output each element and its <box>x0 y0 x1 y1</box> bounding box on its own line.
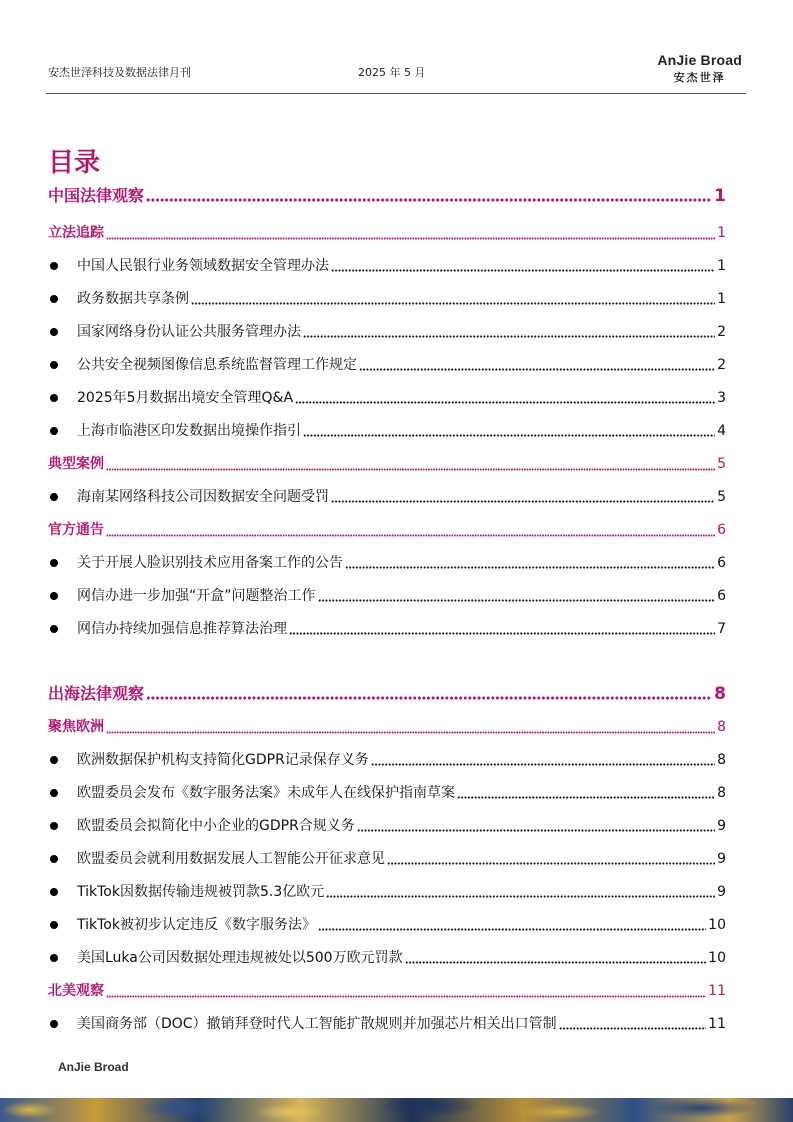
logo-chinese: 安杰世泽 <box>673 71 726 84</box>
dot-leader <box>289 617 715 641</box>
dot-leader <box>106 452 715 476</box>
bullet-icon <box>48 789 77 797</box>
toc-item-entry[interactable] <box>48 814 726 838</box>
dot-leader <box>146 682 712 706</box>
toc-entry-title: 上海市临港区印发数据出境操作指引 <box>77 423 301 439</box>
bullet-icon <box>48 954 77 962</box>
toc-entry-title: 北美观察 <box>48 983 104 999</box>
bullet-icon <box>48 625 77 633</box>
dot-leader <box>331 254 715 278</box>
toc-entry-title: 出海法律观察 <box>48 684 145 703</box>
toc-page-number: 9 <box>717 884 726 900</box>
toc-page-number: 9 <box>717 818 726 834</box>
toc-page-number: 8 <box>717 752 726 768</box>
toc-page-number: 5 <box>717 456 726 472</box>
dot-leader <box>303 419 715 443</box>
toc-entry-title: 中国人民银行业务领域数据安全管理办法 <box>77 258 329 274</box>
toc-entry-title: 2025年5月数据出境安全管理Q&A <box>77 390 294 406</box>
bullet-icon <box>48 822 77 830</box>
toc-entry-title: 关于开展人脸识别技术应用备案工作的公告 <box>77 555 343 571</box>
toc-page-number: 6 <box>717 588 726 604</box>
toc-item-entry[interactable] <box>48 617 726 641</box>
toc-page-number: 11 <box>708 983 726 999</box>
bullet-icon <box>48 493 77 501</box>
dot-leader <box>191 287 715 311</box>
footer-logo: AnJie Broad <box>58 1060 129 1074</box>
issue-date: 2025 年 5 月 <box>358 66 426 79</box>
toc-section-entry[interactable] <box>48 221 726 245</box>
bullet-icon <box>48 756 77 764</box>
toc-page-number: 9 <box>717 851 726 867</box>
dot-leader <box>318 913 706 937</box>
toc-item-entry[interactable] <box>48 320 726 344</box>
dot-leader <box>326 880 715 904</box>
toc-chapter-entry[interactable] <box>48 184 726 208</box>
dot-leader <box>345 551 715 575</box>
toc-item-entry[interactable] <box>48 781 726 805</box>
toc-item-entry[interactable] <box>48 485 726 509</box>
dot-leader <box>559 1012 707 1036</box>
toc-page-number: 10 <box>708 950 726 966</box>
toc-item-entry[interactable] <box>48 551 726 575</box>
toc-entry-title: 典型案例 <box>48 456 104 472</box>
dot-leader <box>303 320 715 344</box>
toc-entry-title: 欧盟委员会就利用数据发展人工智能公开征求意见 <box>77 851 385 867</box>
toc-page-number: 11 <box>708 1016 726 1032</box>
dot-leader <box>146 184 712 208</box>
toc-page-number: 2 <box>717 324 726 340</box>
dot-leader <box>357 814 715 838</box>
toc-entry-title: 网信办进一步加强“开盒”问题整治工作 <box>77 588 316 604</box>
dot-leader <box>106 221 715 245</box>
toc-item-entry[interactable] <box>48 1012 726 1036</box>
toc-page-number: 1 <box>717 291 726 307</box>
toc-entry-title: 美国商务部（DOC）撤销拜登时代人工智能扩散规则并加强芯片相关出口管制 <box>77 1016 557 1032</box>
bullet-icon <box>48 592 77 600</box>
toc-section-entry[interactable] <box>48 715 726 739</box>
toc-entry-title: 官方通告 <box>48 522 104 538</box>
toc-page-number: 1 <box>714 186 726 206</box>
toc-page-number: 8 <box>714 684 726 704</box>
toc-page-number: 8 <box>717 719 726 735</box>
toc-entry-title: 网信办持续加强信息推荐算法治理 <box>77 621 287 637</box>
dot-leader <box>318 584 716 608</box>
toc-entry-title: 政务数据共享条例 <box>77 291 189 307</box>
toc-entry-title: TikTok因数据传输违规被罚款5.3亿欧元 <box>77 884 325 900</box>
toc-entry-title: TikTok被初步认定违反《数字服务法》 <box>77 917 316 933</box>
toc-page-number: 7 <box>717 621 726 637</box>
bullet-icon <box>48 361 77 369</box>
toc-page-number: 3 <box>717 390 726 406</box>
dot-leader <box>295 386 715 410</box>
anjie-broad-logo <box>657 52 742 85</box>
bullet-icon <box>48 921 77 929</box>
toc-entry-title: 欧盟委员会发布《数字服务法案》未成年人在线保护指南草案 <box>77 785 455 801</box>
dot-leader <box>359 353 715 377</box>
toc-item-entry[interactable] <box>48 584 726 608</box>
toc-entry-title: 中国法律观察 <box>48 186 145 205</box>
toc-item-entry[interactable] <box>48 880 726 904</box>
toc-entry-title: 聚焦欧洲 <box>48 719 104 735</box>
bullet-icon <box>48 888 77 896</box>
toc-entry-title: 立法追踪 <box>48 225 104 241</box>
toc-page-number: 8 <box>717 785 726 801</box>
logo-english: AnJie Broad <box>657 52 742 68</box>
bullet-icon <box>48 328 77 336</box>
toc-entry-title: 美国Luka公司因数据处理违规被处以500万欧元罚款 <box>77 950 403 966</box>
toc-item-entry[interactable] <box>48 946 726 970</box>
toc-entry-title: 公共安全视频图像信息系统监督管理工作规定 <box>77 357 357 373</box>
bullet-icon <box>48 427 77 435</box>
toc-chapter-entry[interactable] <box>48 682 726 706</box>
toc-section-entry[interactable] <box>48 518 726 542</box>
bullet-icon <box>48 262 77 270</box>
toc-page-number: 10 <box>708 917 726 933</box>
toc-item-entry[interactable] <box>48 419 726 443</box>
decorative-artwork-strip <box>0 1098 793 1122</box>
toc-section-entry[interactable] <box>48 452 726 476</box>
dot-leader <box>387 847 715 871</box>
toc-entry-title: 海南某网络科技公司因数据安全问题受罚 <box>77 489 329 505</box>
toc-page-number: 4 <box>717 423 726 439</box>
dot-leader <box>371 748 715 772</box>
dot-leader <box>405 946 707 970</box>
page-header <box>46 50 746 94</box>
bullet-icon <box>48 295 77 303</box>
toc-item-entry[interactable] <box>48 287 726 311</box>
toc-entry-title: 欧洲数据保护机构支持简化GDPR记录保存义务 <box>77 752 369 768</box>
publication-name: 安杰世泽科技及数据法律月刊 <box>48 66 191 79</box>
toc-title: 目录 <box>48 148 101 178</box>
bullet-icon <box>48 1020 77 1028</box>
toc-page-number: 5 <box>717 489 726 505</box>
dot-leader <box>106 979 706 1003</box>
bullet-icon <box>48 855 77 863</box>
bullet-icon <box>48 559 77 567</box>
toc-page-number: 6 <box>717 522 726 538</box>
dot-leader <box>106 715 715 739</box>
toc-page-number: 1 <box>717 225 726 241</box>
toc-item-entry[interactable] <box>48 254 726 278</box>
toc-item-entry[interactable] <box>48 913 726 937</box>
toc-page-number: 1 <box>717 258 726 274</box>
dot-leader <box>457 781 715 805</box>
toc-section-entry[interactable] <box>48 979 726 1003</box>
toc-entry-title: 国家网络身份认证公共服务管理办法 <box>77 324 301 340</box>
toc-page-number: 2 <box>717 357 726 373</box>
toc-item-entry[interactable] <box>48 386 726 410</box>
toc-item-entry[interactable] <box>48 847 726 871</box>
dot-leader <box>106 518 715 542</box>
dot-leader <box>331 485 715 509</box>
toc-entry-title: 欧盟委员会拟简化中小企业的GDPR合规义务 <box>77 818 355 834</box>
toc-item-entry[interactable] <box>48 748 726 772</box>
toc-item-entry[interactable] <box>48 353 726 377</box>
toc-page-number: 6 <box>717 555 726 571</box>
bullet-icon <box>48 394 77 402</box>
